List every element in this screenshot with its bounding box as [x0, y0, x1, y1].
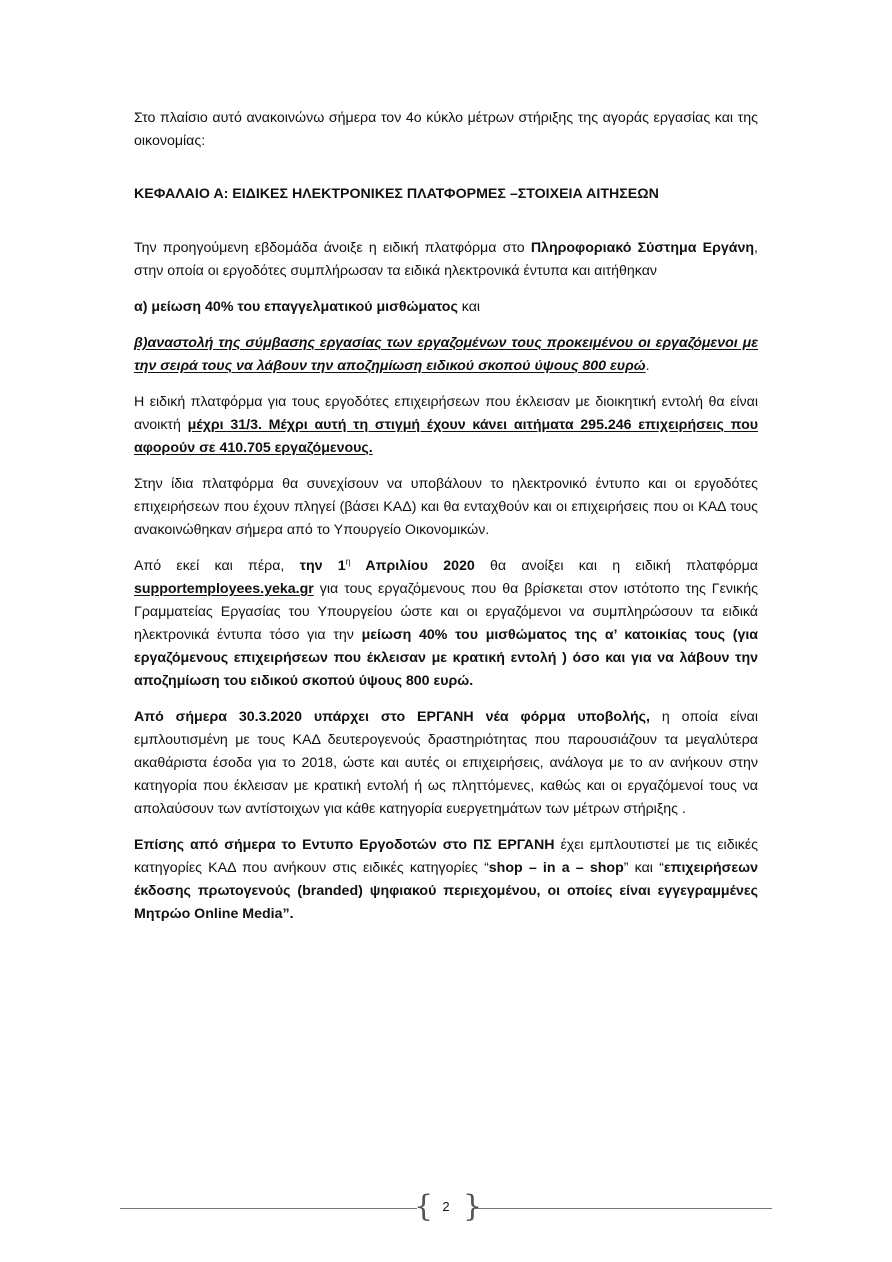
text-run: ” και “	[623, 860, 664, 876]
text-run: η οποία είναι εμπλουτισμένη με τους ΚΑΔ δευτερογενούς δραστηριότητας που παρουσιάζουν τα μεγαλύτερα ακαθάριστα έσοδα για το 2018, ώστε και αυτές οι επιχειρήσεις, ανάλογα με το αν ανήκουν στην κατηγορία που έκλεισαν με κρατική εντολή ή ως πληττόμενες, καθώς και οι εργαζόμενοί τους να απολαύσουν των αντίστοιχων για κάθε κατηγορία ευεργετημάτων των μέτρων στήριξης .	[134, 709, 758, 817]
bold-run: Από σήμερα 30.3.2020 υπάρχει στο ΕΡΓΑΝΗ νέα φόρμα υποβολής,	[134, 709, 650, 725]
intro-paragraph: Στο πλαίσιο αυτό ανακοινώνω σήμερα τον 4ο κύκλο μέτρων στήριξης της αγοράς εργασίας και της οικονομίας:	[134, 110, 758, 149]
bold-run: την 1	[299, 558, 346, 574]
bold-run: μείωση 40% του μισθώματος της α’ κατοικίας τους (για εργαζόμενους επιχειρήσεων που έκλεισαν με κρατική εντολή ) όσο και για να λάβουν την αποζημίωση του ειδικού σκοπού ύψους 800 ευρώ.	[134, 627, 759, 689]
page-content	[134, 107, 758, 939]
paragraph-new-form	[134, 706, 758, 821]
list-item-a	[134, 296, 758, 319]
paragraph-employer-form	[134, 834, 758, 926]
footer-rule-right	[475, 1208, 772, 1209]
page-footer	[120, 1190, 772, 1226]
text-run: , στην οποία οι εργοδότες συμπλήρωσαν τα ειδικά ηλεκτρονικά έντυπα και αιτήθηκαν	[134, 240, 758, 279]
paragraph-employee-platform	[134, 555, 758, 693]
platform-link[interactable]: supportemployees.yeka.gr	[134, 581, 314, 597]
list-item-b	[134, 332, 758, 378]
text-run: Την προηγούμενη εβδομάδα άνοιξε η ειδική πλατφόρμα στο	[134, 240, 531, 256]
text-run: έχει εμπλουτιστεί με τις ειδικές κατηγορίες ΚΑΔ που ανήκουν στις ειδικές κατηγορίες “	[134, 837, 758, 876]
page-number: 2	[442, 1199, 450, 1214]
bold-run: ”.	[282, 906, 294, 922]
paragraph-same-platform: Στην ίδια πλατφόρμα θα συνεχίσουν να υποβάλουν το ηλεκτρονικό έντυπο και οι εργοδότες επιχειρήσεων που έχουν πληγεί (βάσει ΚΑΔ) και θα ενταχθούν και οι επιχειρήσεις που οι ΚΑΔ τους ανακοινώθηκαν σήμερα από το Υπουργείο Οικονομικών.	[134, 476, 758, 538]
text-run: για τους εργαζόμενους που θα βρίσκεται στον ιστότοπο της Γενικής Γραμματείας Εργασίας του Υπουργείου ώστε και οι εργαζόμενοι να συμπληρώσουν τα ειδικά ηλεκτρονικά έντυπα τόσο για την	[134, 581, 758, 643]
paragraph-platform-opened	[134, 237, 758, 283]
bold-run: shop – in a – shop	[488, 860, 624, 876]
text-run: .	[645, 358, 650, 374]
bold-italic-underlined-run: β)αναστολή της σύμβασης εργασίας των εργαζομένων τους προκειμένου οι εργαζόμενοι με την σειρά τους να λάβουν την αποζημίωση ειδικού σκοπού ύψους 800 ευρώ	[134, 335, 758, 374]
text-run: και	[457, 299, 481, 315]
text-run: θα ανοίξει και η ειδική πλατφόρμα	[474, 558, 758, 574]
chapter-heading: ΚΕΦΑΛΑΙΟ Α: ΕΙΔΙΚΕΣ ΗΛΕΚΤΡΟΝΙΚΕΣ ΠΛΑΤΦΟΡΜΕΣ –ΣΤΟΙΧΕΙΑ ΑΙΤΗΣΕΩΝ	[134, 186, 659, 202]
bold-run: Επίσης από σήμερα το Εντυπο Εργοδοτών στο ΠΣ ΕΡΓΑΝΗ	[134, 837, 555, 853]
paragraph-deadline	[134, 391, 758, 460]
footer-rule-left	[120, 1208, 417, 1209]
bold-run: α) μείωση 40% του επαγγελματικού μισθώματος	[134, 299, 458, 315]
bold-underlined-run: μέχρι 31/3. Μέχρι αυτή τη στιγμή έχουν κάνει αιτήματα 295.246 επιχειρήσεις που αφορούν σε 410.705 εργαζόμενους.	[134, 417, 758, 456]
text-run: Η ειδική πλατφόρμα για τους εργοδότες επιχειρήσεων που έκλεισαν με διοικητική εντολή θα είναι ανοικτή	[134, 394, 758, 433]
bold-run: Πληροφοριακό Σύστημα Εργάνη	[530, 240, 755, 256]
superscript: η	[345, 556, 351, 567]
bold-run: επιχειρήσεων έκδοσης πρωτογενούς (branded) ψηφιακού περιεχομένου, οι οποίες είναι εγγεγραμμένες Μητρώο Online Media	[134, 860, 758, 922]
open-brace-icon: {	[414, 1189, 434, 1224]
bold-run: Απριλίου 2020	[350, 558, 475, 574]
close-brace-icon: }	[463, 1189, 483, 1224]
text-run: Από εκεί και πέρα,	[134, 558, 300, 574]
